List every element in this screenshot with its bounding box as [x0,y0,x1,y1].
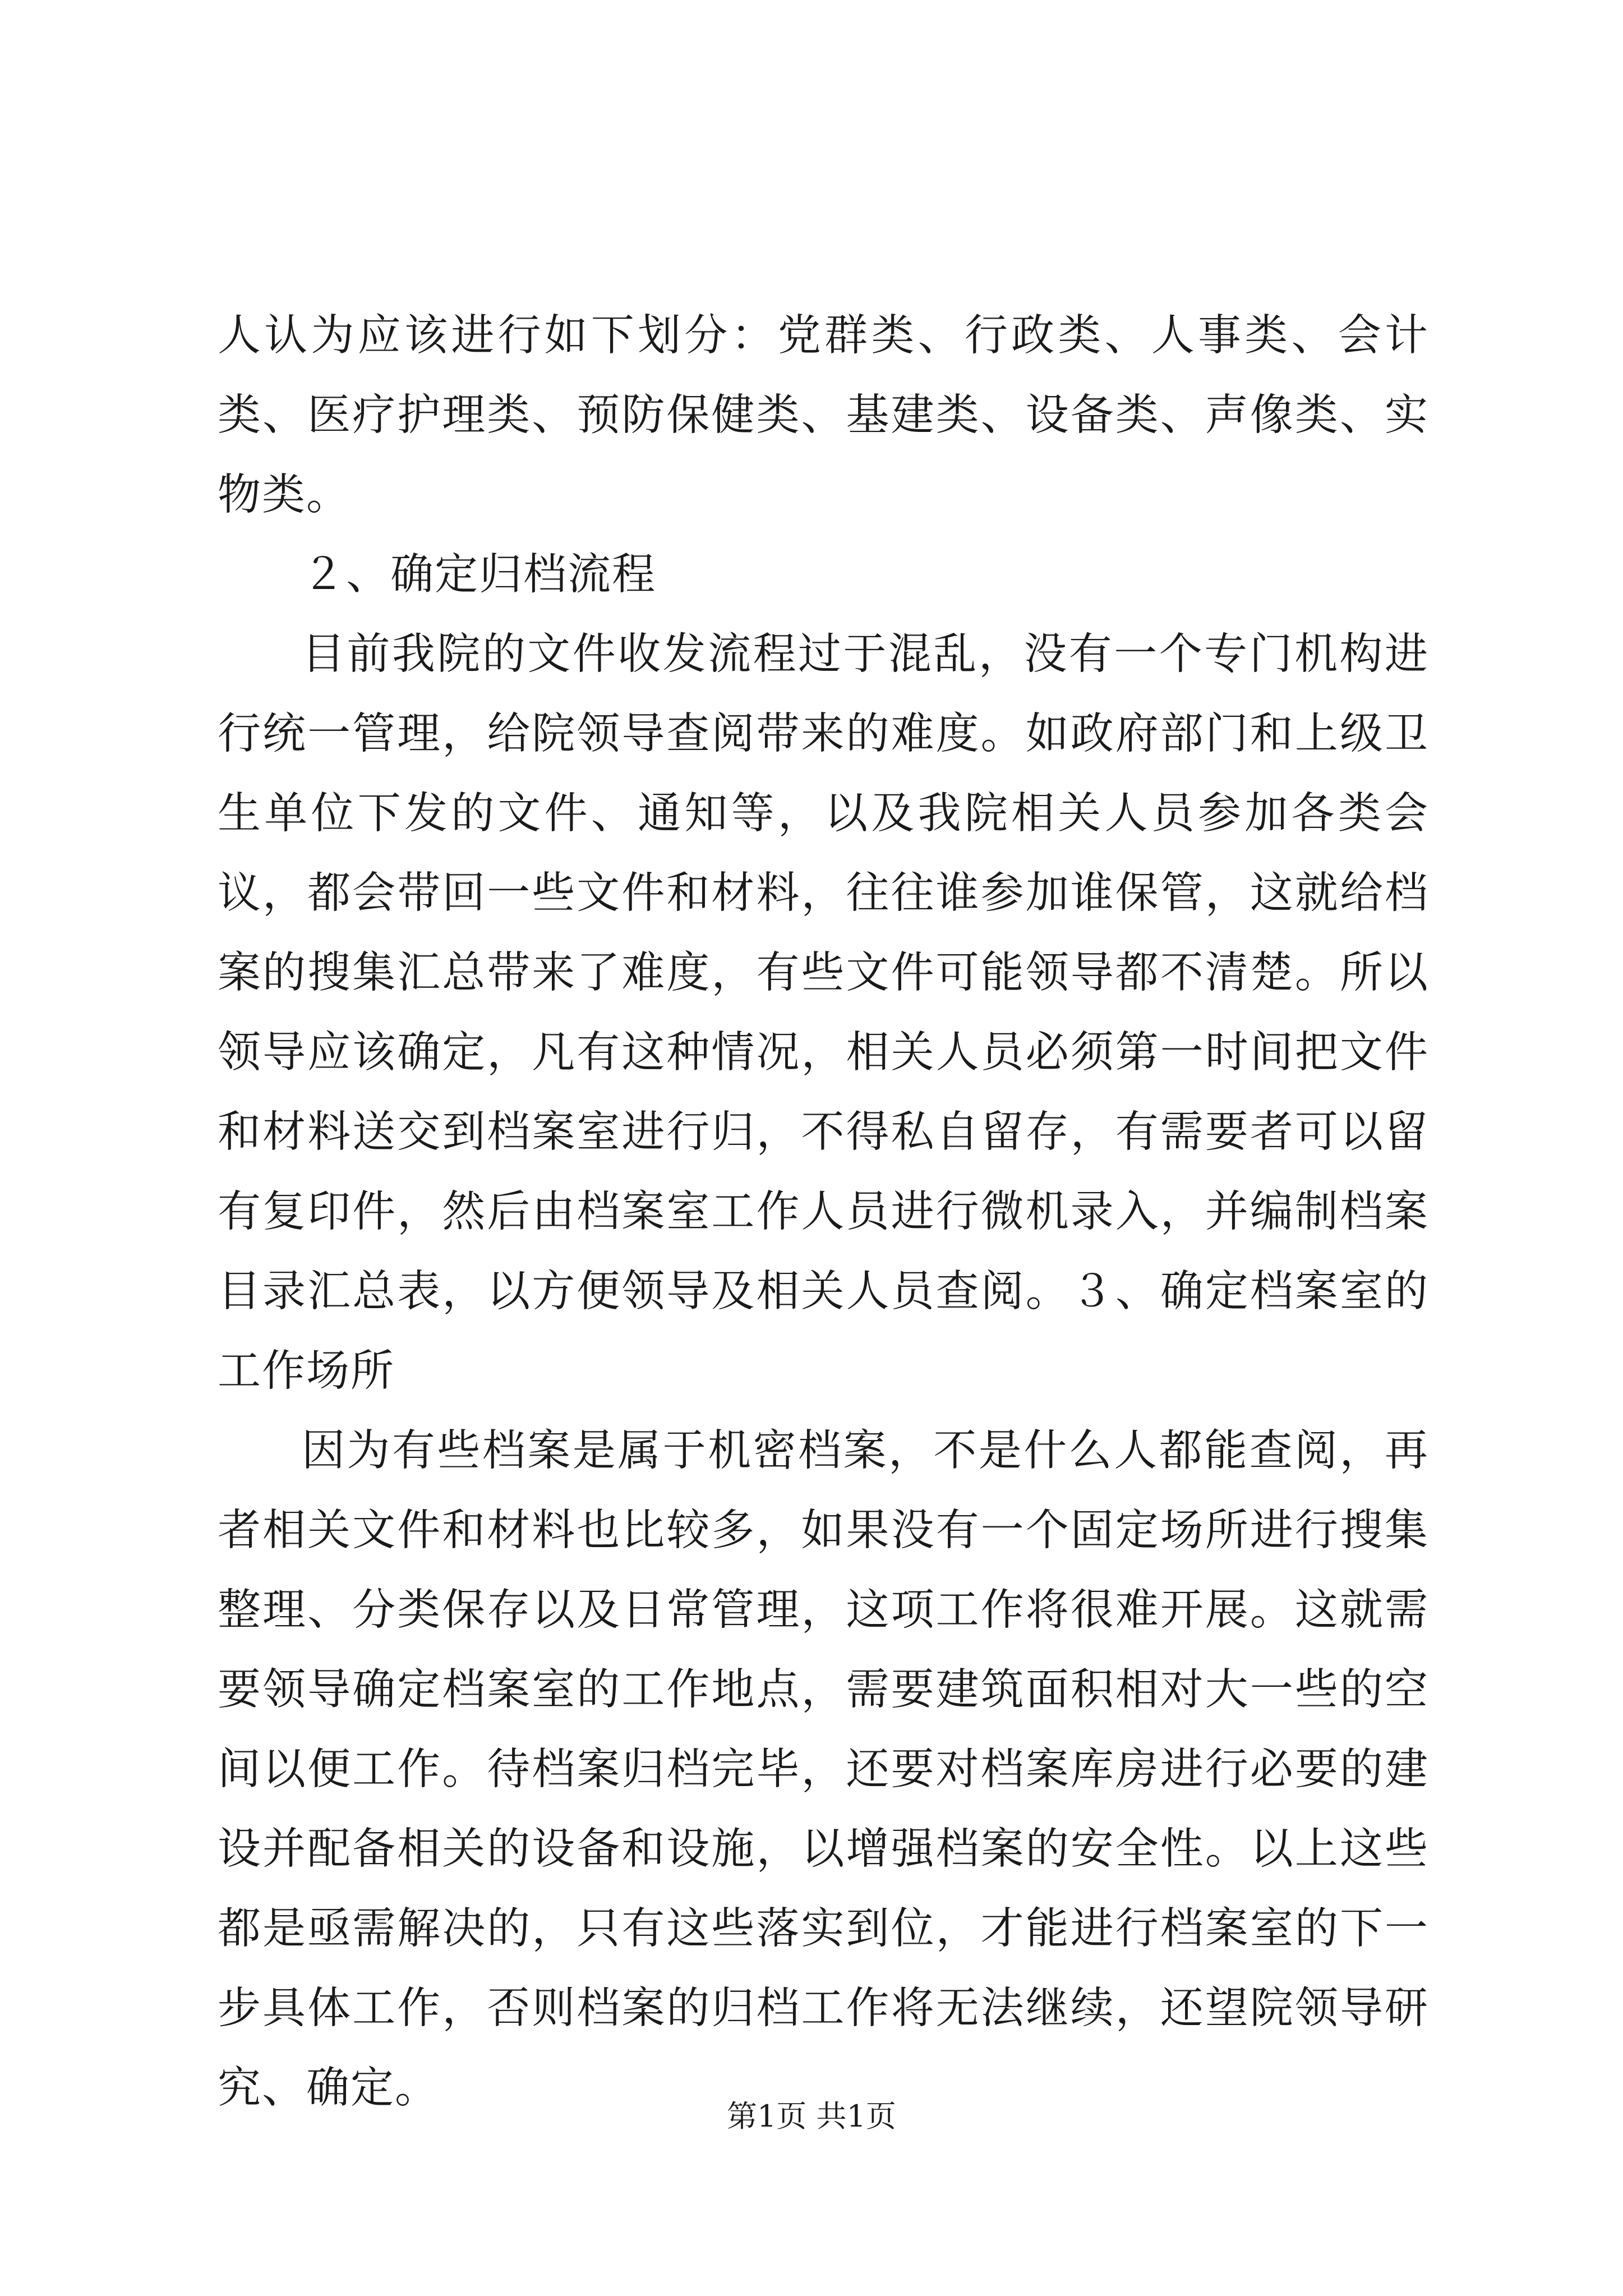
paragraph-archiving-process: 目前我院的文件收发流程过于混乱，没有一个专门机构进行统一管理，给院领导查阅带来的难度。如政府部门和上级卫生单位下发的文件、通知等，以及我院相关人员参加各类会议，都会带回一些文件和材料，往往谁参加谁保管，这就给档案的搜集汇总带来了难度，有些文件可能领导都不清楚。所以领导应该确定，凡有这种情况，相关人员必须第一时间把文件和材料送交到档案室进行归，不得私自留存，有需要者可以留有复印件，然后由档案室工作人员进行微机录入，并编制档案目录汇总表，以方便领导及相关人员查阅。３、确定档案室的工作场所 [218,629,1429,1396]
paragraph-archive-room: 因为有些档案是属于机密档案，不是什么人都能查阅，再者相关文件和材料也比较多，如果没有一个固定场所进行搜集整理、分类保存以及日常管理，这项工作将很难开展。这就需要领导确定档案室的工作地点，需要建筑面积相对大一些的空间以便工作。待档案归档完毕，还要对档案库房进行必要的建设并配备相关的设备和设施，以增强档案的安全性。以上这些都是亟需解决的，只有这些落实到位，才能进行档案室的下一步具体工作，否则档案的归档工作将无法继续，还望院领导研究、确定。 [218,1426,1429,2113]
section-heading-archiving-process: ２、确定归档流程 [302,550,656,600]
paragraph-classification: 人认为应该进行如下划分：党群类、行政类、人事类、会计类、医疗护理类、预防保健类、基建类、设备类、声像类、实物类。 [218,311,1429,520]
page-number-label: 第1页 共1页 [727,2099,896,2134]
document-body [218,296,1429,2128]
page-footer [0,2097,1623,2136]
